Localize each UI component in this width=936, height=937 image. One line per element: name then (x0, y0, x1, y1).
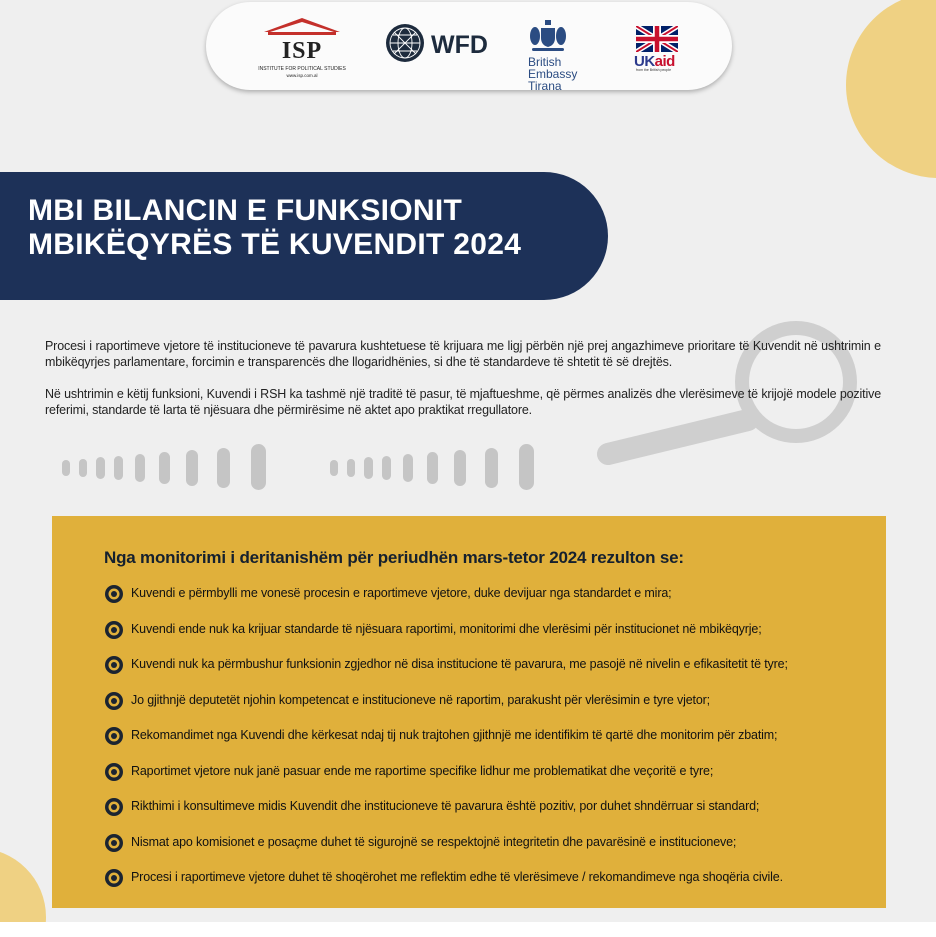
list-item-text: Kuvendi e përmbylli me vonesë procesin e raportimeve vjetore, duke devijuar nga standardet e mira; (131, 586, 672, 600)
target-bullet-icon (104, 833, 124, 853)
list-item-text: Kuvendi ende nuk ka krijuar standarde të njësuara raportimi, monitorimi dhe vlerësimi për institucionet në mbikëqyrje; (131, 621, 762, 636)
target-bullet-icon (104, 868, 124, 888)
intro-paragraph-2: Në ushtrimin e këtij funksioni, Kuvendi i RSH ka tashmë një traditë të pasur, të mjaftueshme, që përmes analizës dhe vlerësimeve të krijojë modele pozitive referimi, standarde të larta të njësuara dhe përmirësime në aktet apo praktikat rregullatore. (45, 387, 881, 417)
list-item-text: Jo gjithnjë deputetët njohin kompetencat e institucioneve në raportim, parakusht për vlerësimin e tyre vjetor; (131, 692, 710, 707)
findings-panel (52, 516, 886, 908)
list-item (104, 761, 874, 783)
list-item-text: Raportimet vjetore nuk janë pasuar ende me raportime specifike lidhur me problematikat dhe veçoritë e tyre; (131, 763, 714, 778)
union-flag-icon (636, 26, 678, 52)
target-bullet-icon (104, 584, 124, 604)
decorative-circle-top-right (846, 0, 936, 178)
wfd-wordmark: WFD (431, 31, 488, 59)
list-item (104, 654, 874, 676)
decorative-bars-right (330, 444, 540, 492)
isp-logo (254, 16, 350, 78)
isp-url: www.isp.com.al (286, 73, 318, 78)
list-item-text: Rekomandimet nga Kuvendi dhe kërkesat ndaj tij nuk trajtohen gjithnjë me identifikim të qartë dhe monitorim për zbatim; (131, 728, 778, 742)
page-title: MBI BILANCIN E FUNKSIONIT MBIKËQYRËS TË KUVENDIT 2024 (28, 194, 522, 261)
list-item (104, 796, 874, 818)
title-banner (0, 172, 608, 300)
target-bullet-icon (104, 762, 124, 782)
target-bullet-icon (104, 797, 124, 817)
decorative-bars-left (62, 444, 272, 492)
list-item-text: Procesi i raportimeve vjetore duhet të shoqërohet me reflektim edhe të vlerësimeve / rekomandimeve nga shoqëria civile. (131, 870, 783, 884)
list-item (104, 725, 874, 747)
target-bullet-icon (104, 620, 124, 640)
list-item (104, 690, 874, 712)
intro-paragraph-1: Procesi i raportimeve vjetore të institucioneve të pavarura kushtetuese të krijuara me ligj përbën një prej angazhimeve prioritare të Kuvendit në ushtrimin e mbikëqyrjes parlamentare, forcimin e transparencës dhe llogaridhënies, si dhe të standardeve të shtetit të së drejtës. (45, 339, 881, 369)
royal-crest-icon (528, 18, 568, 54)
list-item (104, 867, 874, 889)
isp-abbreviation: ISP (281, 38, 323, 64)
list-item-text: Kuvendi nuk ka përmbushur funksionin zgjedhor në disa institucione të pavarura, me pasojë në nivelin e efikasitetit të tyre; (131, 657, 788, 671)
target-bullet-icon (104, 726, 124, 746)
decorative-circle-bottom-left (0, 848, 46, 922)
ukaid-wordmark: UKaid (634, 53, 675, 70)
globe-icon (384, 22, 426, 64)
partner-logo-bar (206, 2, 732, 93)
list-item (104, 583, 874, 605)
list-item (104, 619, 874, 641)
list-item-text: Nismat apo komisionet e posaçme duhet të sigurojnë se respektojnë integritetin dhe pavarësinë e institucioneve; (131, 834, 737, 849)
ukaid-tagline: from the British people (636, 68, 672, 72)
british-embassy-logo (526, 18, 610, 93)
target-bullet-icon (104, 691, 124, 711)
list-item-text: Rikthimi i konsultimeve midis Kuvendit dhe institucioneve të pavarura është pozitiv, por duhet shndërruar si standard; (131, 799, 760, 813)
findings-title: Nga monitorimi i deritanishëm për periudhën mars-tetor 2024 rezulton se: (104, 548, 684, 567)
british-embassy-name: British Embassy Tirana (528, 55, 578, 93)
target-bullet-icon (104, 655, 124, 675)
ukaid-logo (634, 26, 684, 76)
isp-full-name: INSTITUTE FOR POLITICAL STUDIES (258, 66, 346, 72)
list-item (104, 832, 874, 854)
wfd-logo (384, 22, 494, 64)
